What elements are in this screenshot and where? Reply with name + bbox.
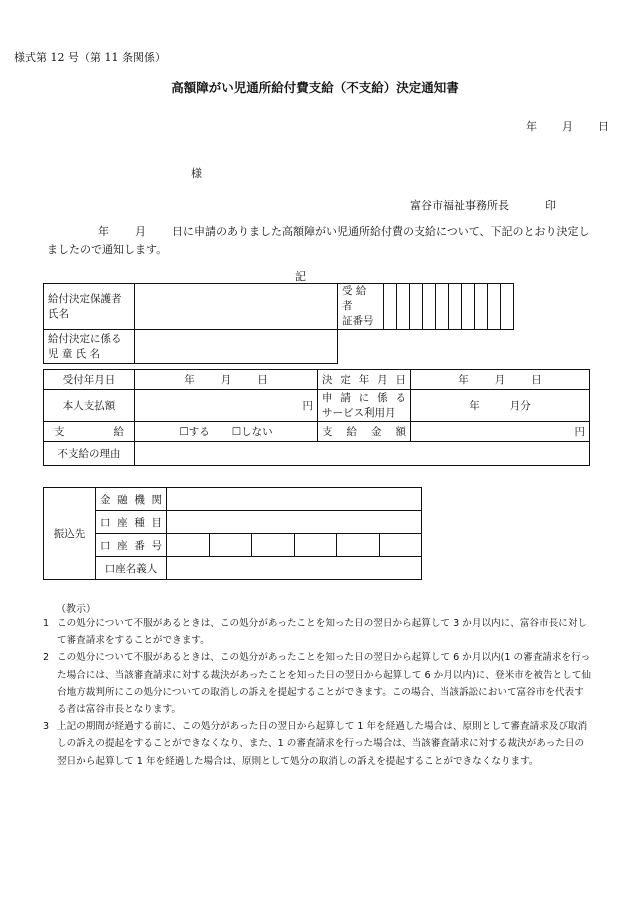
bank-name-label: 金 融 機 関 xyxy=(96,488,167,511)
yen-unit: 円 xyxy=(302,400,313,412)
body-year: 年 xyxy=(98,225,109,238)
form-number: 様式第 12 号（第 11 条関係） xyxy=(14,51,166,64)
instruction-number: 1 xyxy=(43,618,50,629)
cert-digit-box[interactable] xyxy=(462,284,475,330)
transfer-destination-label: 振込先 xyxy=(44,488,96,580)
cert-digit-box[interactable] xyxy=(488,284,501,330)
cert-label-line2: 証番号 xyxy=(342,315,374,327)
issuer-name: 富谷市福祉事務所長 xyxy=(410,199,509,212)
ki-heading: 記 xyxy=(295,270,306,283)
decision-date-field[interactable] xyxy=(411,370,590,390)
decision-table xyxy=(43,369,590,466)
cert-digit-box[interactable] xyxy=(384,284,397,330)
non-payment-reason-field[interactable] xyxy=(135,442,590,466)
cert-digit-box[interactable] xyxy=(423,284,436,330)
guardian-name-field[interactable] xyxy=(135,284,338,330)
account-digit-box[interactable] xyxy=(337,534,380,557)
addressee-suffix: 様 xyxy=(191,167,202,180)
account-holder-field[interactable] xyxy=(167,557,422,580)
recipient-table xyxy=(43,283,514,364)
payment-amount-label: 支 給 金 額 xyxy=(318,422,411,442)
payment-amount-field[interactable] xyxy=(411,422,590,442)
account-digit-box[interactable] xyxy=(252,534,295,557)
certificate-number-label xyxy=(338,284,384,330)
ymd-day: 日 xyxy=(257,374,268,386)
guardian-label-line2: 氏名 xyxy=(48,307,69,320)
instruction-number: 3 xyxy=(43,721,50,733)
non-payment-reason-label: 不支給の理由 xyxy=(44,442,135,466)
date-month: 月 xyxy=(562,120,573,133)
cert-digit-box[interactable] xyxy=(397,284,410,330)
guardian-name-label xyxy=(44,284,135,330)
document-title: 高額障がい児通所給付費支給（不支給）決定通知書 xyxy=(171,80,459,95)
instructions-list xyxy=(43,615,591,770)
ymd-month: 月 xyxy=(220,374,232,386)
issuer xyxy=(410,197,556,213)
received-date-label: 受付年月日 xyxy=(44,370,135,390)
account-holder-label: 口座名義人 xyxy=(96,557,167,580)
received-date-field[interactable] xyxy=(135,370,318,390)
cert-digit-box[interactable] xyxy=(475,284,488,330)
body-month: 月 xyxy=(135,225,146,238)
cert-digit-box[interactable] xyxy=(436,284,449,330)
self-payment-field[interactable] xyxy=(135,390,318,422)
child-label-line2: 児 童 氏 名 xyxy=(48,347,101,360)
date-year: 年 xyxy=(526,120,537,133)
cert-digit-box[interactable] xyxy=(449,284,462,330)
service-label-line2: サービス利用月 xyxy=(322,406,396,419)
instruction-item xyxy=(43,718,591,770)
instructions-heading: （教示） xyxy=(56,604,96,615)
cert-digit-box[interactable] xyxy=(410,284,423,330)
cert-digit-box[interactable] xyxy=(501,284,514,330)
instruction-text: この処分について不服があるときは、この処分があったことを知った日の翌日から起算して 3 か月以内に、富谷市長に対して審査請求をすることができます。 xyxy=(57,618,587,647)
option-pay-checkbox[interactable]: ☐する xyxy=(179,426,210,438)
child-name-field[interactable] xyxy=(135,330,338,364)
cert-label-line1: 受 給 者 xyxy=(342,285,367,312)
body-text: 日に申請のありました高額障がい児通所給付費の支給について、下記のとおり決定しましたので通知します。 xyxy=(47,225,590,256)
bank-transfer-table xyxy=(43,487,422,580)
decision-date-label: 決 定 年 月 日 xyxy=(318,370,411,390)
ymd-year: 年 xyxy=(458,374,469,386)
ymd-day: 日 xyxy=(531,374,542,386)
instruction-text: この処分について不服があるときは、この処分があったことを知った日の翌日から起算して 6 か月以内(1 の審査請求を行った場合には、当該審査請求に対する裁決があったことを知った日の翌日から起算して 6 か月以内)に、登米市を被告として仙台地方裁判所にこの処分についての取消しの訴えを提起することができます。この場合、当該訴訟において富谷市を代表する者は富谷市長となります。 xyxy=(57,652,591,716)
guardian-label-line1: 給付決定保護者 xyxy=(48,292,122,305)
yen-unit: 円 xyxy=(574,426,585,438)
ym-year: 年 xyxy=(469,400,480,412)
seal-mark: 印 xyxy=(545,199,556,212)
payment-label: 支 給 xyxy=(44,422,135,442)
ymd-year: 年 xyxy=(184,374,195,386)
instruction-number: 2 xyxy=(43,652,50,664)
account-digit-box[interactable] xyxy=(167,534,210,557)
payment-options xyxy=(135,422,318,442)
instruction-text: 上記の期間が経過する前に、この処分があった日の翌日から起算して 1 年を経過した場合は、原則として審査請求及び取消しの訴えの提起をすることができなくなり、また、1 の審査請求を行った場合は、当該審査請求に対する裁決があった日の翌日から起算して 1 年を経過した場合は、原則として処分の取消しの訴えを提起することができなくなります。 xyxy=(57,721,588,767)
child-name-label xyxy=(44,330,135,364)
child-label-line1: 給付決定に係る xyxy=(48,332,122,345)
ymd-month: 月 xyxy=(494,374,506,386)
service-month-field[interactable] xyxy=(411,390,590,422)
date-day: 日 xyxy=(598,120,609,133)
service-label-line1: 申 請 に 係 る xyxy=(322,391,406,404)
instruction-item xyxy=(43,649,591,718)
notice-body xyxy=(47,223,597,259)
instruction-item xyxy=(43,615,591,649)
self-payment-label: 本人支払額 xyxy=(44,390,135,422)
option-not-pay-checkbox[interactable]: ☐しない xyxy=(231,426,273,438)
account-type-label: 口 座 種 目 xyxy=(96,511,167,534)
ym-month: 月分 xyxy=(509,400,531,412)
bank-name-field[interactable] xyxy=(167,488,422,511)
account-digit-box[interactable] xyxy=(209,534,252,557)
account-type-field[interactable] xyxy=(167,511,422,534)
account-digit-box[interactable] xyxy=(294,534,337,557)
issue-date xyxy=(497,118,609,134)
account-digit-box[interactable] xyxy=(379,534,422,557)
account-number-label: 口 座 番 号 xyxy=(96,534,167,557)
service-month-label xyxy=(318,390,411,422)
